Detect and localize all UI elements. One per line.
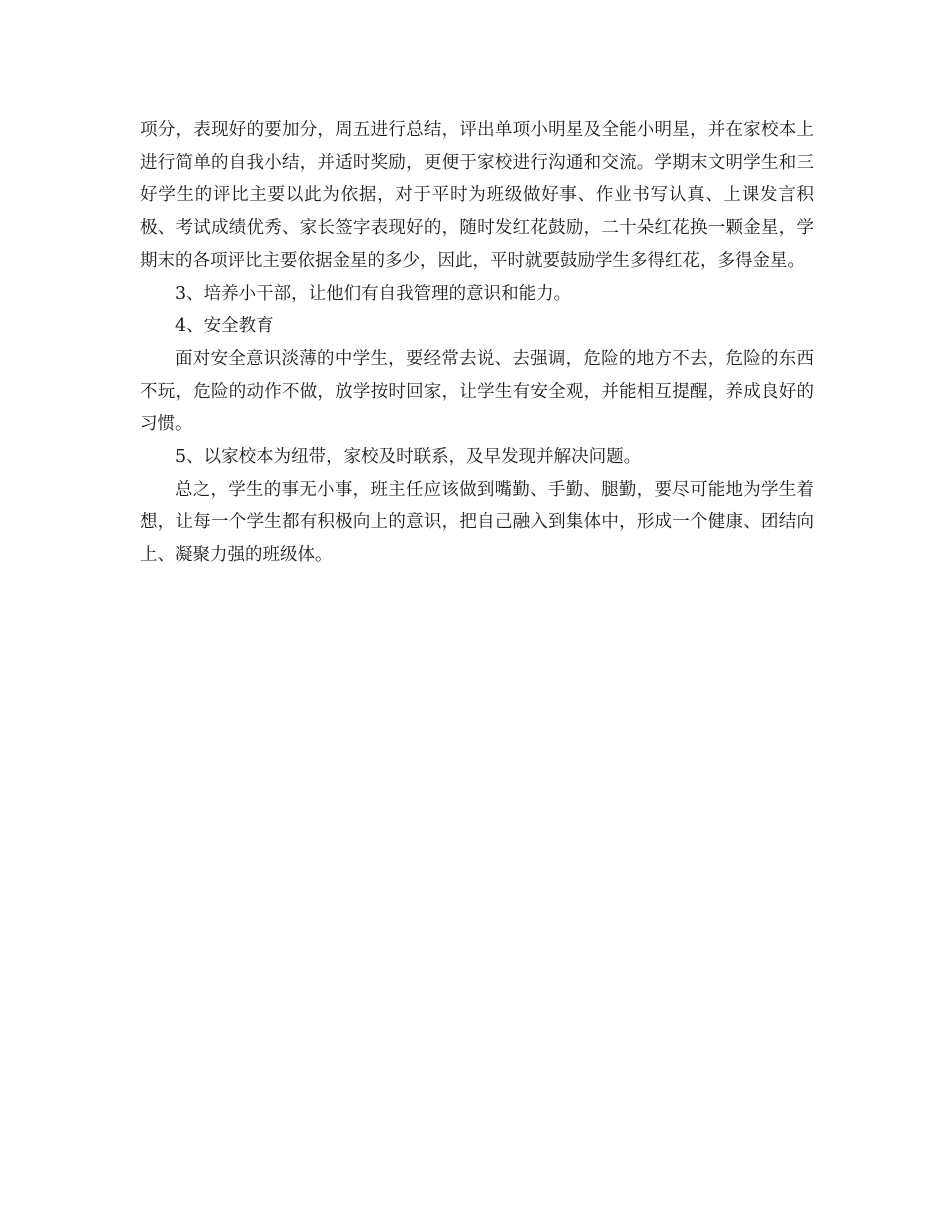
paragraph-item-4-heading: 4、安全教育 (175, 316, 274, 337)
paragraph-item-3: 3、培养小干部，让他们有自我管理的意识和能力。 (175, 283, 572, 304)
paragraph-continuation: 项分，表现好的要加分，周五进行总结，评出单项小明星及全能小明星，并在家校本上进行简单的自我小结，并适时奖励，更便于家校进行沟通和交流。学期末文明学生和三好学生的评比主要以此为依据，对于平时为班级做好事、作业书写认真、上课发言积极、考试成绩优秀、家长签字表现好的，随时发红花鼓励，二十朵红花换一颗金星，学期末的各项评比主要依据金星的多少，因此，平时就要鼓励学生多得红花，多得金星。 (140, 120, 814, 271)
paragraph-item-5: 5、以家校本为纽带，家校及时联系，及早发现并解决问题。 (175, 447, 642, 468)
document-body (140, 114, 814, 572)
paragraph-safety-education: 面对安全意识淡薄的中学生，要经常去说、去强调，危险的地方不去，危险的东西不玩，危险的动作不做，放学按时回家，让学生有安全观，并能相互提醒，养成良好的习惯。 (140, 348, 814, 435)
paragraph-summary: 总之，学生的事无小事，班主任应该做到嘴勤、手勤、腿勤，要尽可能地为学生着想，让每一个学生都有积极向上的意识，把自己融入到集体中，形成一个健康、团结向上、凝聚力强的班级体。 (140, 479, 814, 566)
